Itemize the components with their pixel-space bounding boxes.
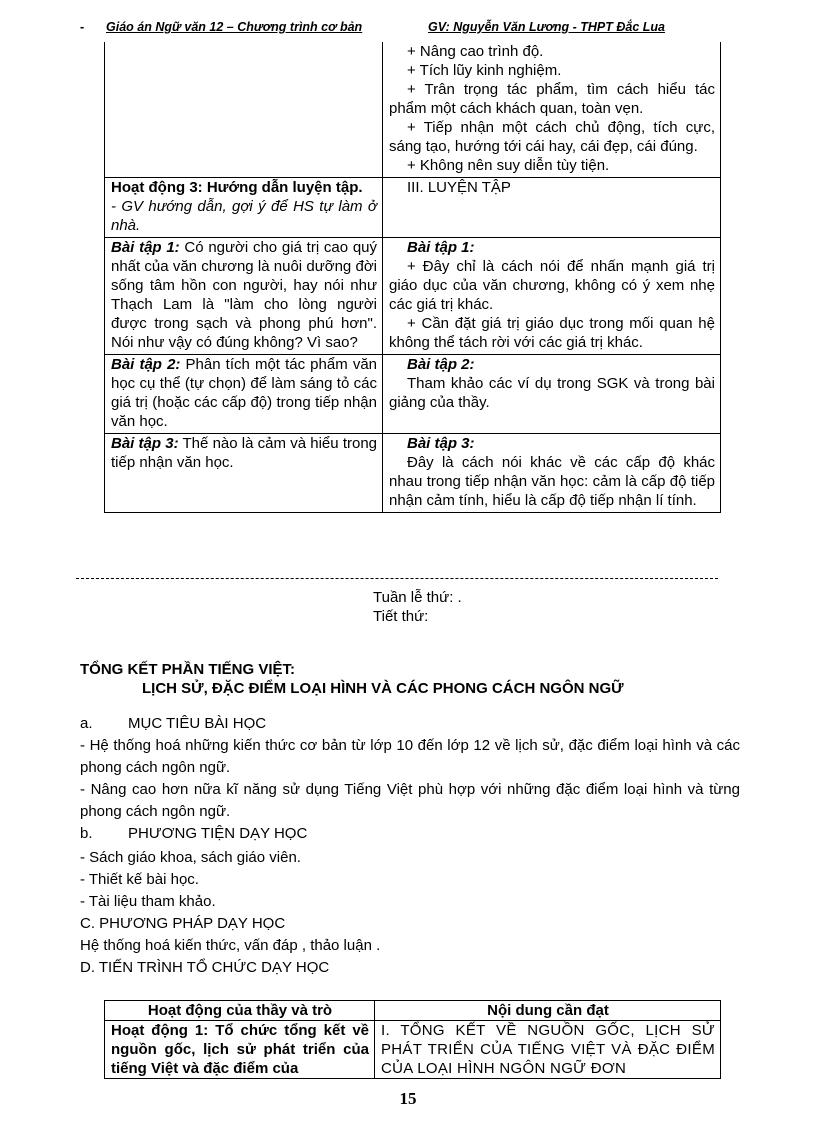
section-a-p1: - Hệ thống hoá những kiến thức cơ bản từ lớp 10 đến lớp 12 về lịch sử, đặc điểm loại hình và các phong cách ngôn ngữ. <box>80 737 740 776</box>
table-cell <box>105 355 383 434</box>
header-bullet: - <box>80 20 85 34</box>
column-header: Nội dung cần đạt <box>375 1001 721 1021</box>
list-item: + Tích lũy kinh nghiệm. <box>407 62 562 79</box>
table-cell <box>383 355 721 434</box>
list-item: + Trân trọng tác phẩm, tìm cách hiểu tác phẩm một cách khách quan, toàn vẹn. <box>389 81 715 117</box>
list-item: - Sách giáo khoa, sách giáo viên. <box>80 849 301 866</box>
list-item: + Không nên suy diễn tùy tiện. <box>407 157 610 174</box>
table-cell <box>105 434 383 513</box>
answer-text: Đây là cách nói khác về các cấp độ khác nhau trong tiếp nhận văn học: cảm là cấp độ tiếp nhận cảm tính, hiểu là cấp độ tiếp nhận lí tính. <box>389 454 715 509</box>
list-item: + Nâng cao trình độ. <box>407 43 544 60</box>
section-heading: III. LUYỆN TẬP <box>407 179 511 196</box>
exercise-label: Bài tập 3: <box>111 435 179 452</box>
lesson-subtitle: LỊCH SỬ, ĐẶC ĐIỂM LOẠI HÌNH VÀ CÁC PHONG CÁCH NGÔN NGỮ <box>142 680 624 697</box>
table-row <box>105 1021 721 1079</box>
header-teacher: GV: Nguyễn Văn Lương - THPT Đắc Lua <box>428 20 666 34</box>
exercise-text: Có người cho giá trị cao quý nhất của văn chương là nuôi dưỡng đời sống tâm hồn con người, hay nói như Thạch Lam là "làm cho lòng người được trong sạch và phong phú hơn". Nói như vậy có đúng không? Vì sao? <box>111 239 378 351</box>
section-b-title: PHƯƠNG TIỆN DẠY HỌC <box>128 825 308 842</box>
table-row <box>105 355 721 434</box>
table-cell <box>383 238 721 355</box>
lesson-title: TỔNG KẾT PHẦN TIẾNG VIỆT: <box>80 661 296 678</box>
exercise-label: Bài tập 1: <box>111 239 180 256</box>
table-cell <box>383 178 721 238</box>
answer-text: Tham khảo các ví dụ trong SGK và trong bài giảng của thầy. <box>389 375 715 411</box>
week-number: Tuần lễ thứ: . <box>373 589 462 606</box>
section-b-label: b. <box>80 825 93 842</box>
table-row <box>105 42 721 178</box>
activity-heading: Hoạt động 3: Hướng dẫn luyện tập. <box>111 179 363 196</box>
section-a-title: MỤC TIÊU BÀI HỌC <box>128 715 267 732</box>
period-number: Tiết thứ: <box>373 608 429 625</box>
section-c-text: Hệ thống hoá kiến thức, vấn đáp , thảo luận . <box>80 937 381 954</box>
section-a-p2: - Nâng cao hơn nữa kĩ năng sử dụng Tiếng Việt phù hợp với những đặc điểm loại hình và từng phong cách ngôn ngữ. <box>80 781 740 820</box>
lesson-table-2 <box>104 1000 721 1079</box>
section-d-title: D. TIẾN TRÌNH TỔ CHỨC DẠY HỌC <box>80 959 330 976</box>
header-course: Giáo án Ngữ văn 12 – Chương trình cơ bản <box>106 20 363 34</box>
list-item: + Cần đặt giá trị giáo dục trong mối quan hệ không thể tách rời với các giá trị khác. <box>389 315 715 351</box>
table-header-row <box>105 1001 721 1021</box>
exercise-text: Thế nào là cảm và hiểu trong tiếp nhận văn học. <box>111 435 378 471</box>
section-b-heading <box>80 823 740 845</box>
table-cell <box>383 42 721 178</box>
column-header: Hoạt động của thầy và trò <box>105 1001 375 1021</box>
section-a-label: a. <box>80 715 93 732</box>
list-item: - Tài liệu tham khảo. <box>80 893 216 910</box>
table-cell <box>105 42 383 178</box>
week-info <box>373 588 462 626</box>
exercise-text: Phân tích một tác phẩm văn học cụ thể (tự chọn) để làm sáng tỏ các giá trị (hoặc các cấp độ) trong tiếp nhận văn học. <box>111 356 378 430</box>
list-item: - Thiết kế bài học. <box>80 871 199 888</box>
answer-label: Bài tập 2: <box>407 356 475 373</box>
table-row <box>105 178 721 238</box>
table-row <box>105 238 721 355</box>
answer-label: Bài tập 1: <box>407 239 475 256</box>
lesson-table-1 <box>104 42 721 513</box>
section-a-heading <box>80 713 740 735</box>
dashed-divider <box>76 578 718 579</box>
exercise-label: Bài tập 2: <box>111 356 181 373</box>
section-c-title: C. PHƯƠNG PHÁP DẠY HỌC <box>80 915 286 932</box>
table-row <box>105 434 721 513</box>
list-item: + Tiếp nhận một cách chủ động, tích cực, sáng tạo, hướng tới cái hay, cái đẹp, cái đúng. <box>389 119 715 155</box>
table-cell: I. TỔNG KẾT VỀ NGUỒN GỐC, LỊCH SỬ PHÁT TRIỂN CỦA TIẾNG VIỆT VÀ ĐẶC ĐIỂM CỦA LOẠI HÌNH NGÔN NGỮ ĐƠN <box>375 1021 721 1079</box>
table-cell <box>105 178 383 238</box>
table-cell <box>383 434 721 513</box>
table-cell <box>105 238 383 355</box>
table-cell: Hoạt động 1: Tổ chức tổng kết về nguồn gốc, lịch sử phát triển của tiếng Việt và đặc điểm của <box>105 1021 375 1079</box>
list-item: + Đây chỉ là cách nói để nhấn mạnh giá trị giáo dục của văn chương, không có ý xem nhẹ các giá trị khác. <box>389 258 715 313</box>
activity-note: - GV hướng dẫn, gợi ý để HS tự làm ở nhà. <box>111 198 377 234</box>
answer-label: Bài tập 3: <box>407 435 475 452</box>
page-number: 15 <box>399 1089 417 1108</box>
